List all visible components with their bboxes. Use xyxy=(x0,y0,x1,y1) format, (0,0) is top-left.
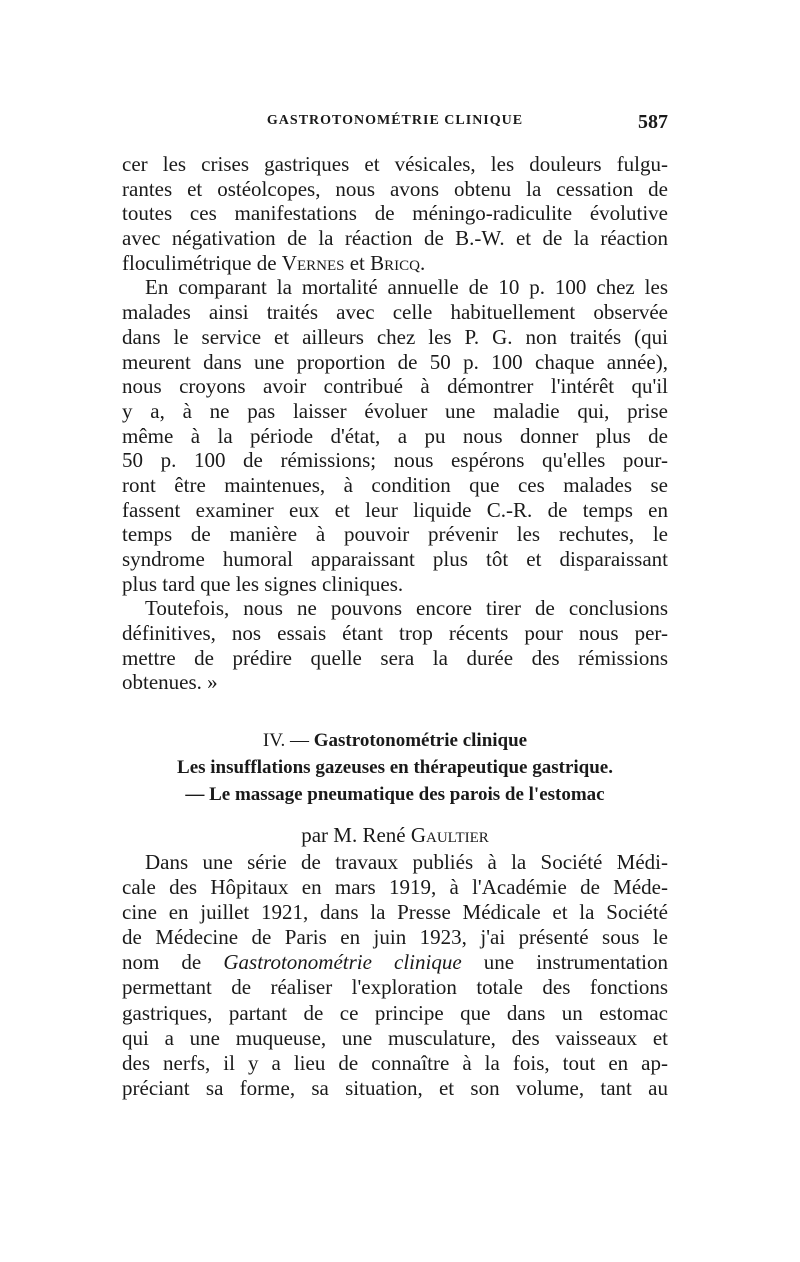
text-line: meurent dans une proportion de 50 p. 100 chaque année), xyxy=(122,349,668,374)
text-line: 50 p. 100 de rémissions; nous espérons qu'elles pour- xyxy=(122,448,668,473)
text-fragment: . xyxy=(419,250,426,275)
author-name: Vernes xyxy=(281,250,345,275)
text-line: ront être maintenues, à condition que ces malades se xyxy=(122,472,668,497)
page-number: 587 xyxy=(638,111,668,133)
text-line: qui a une muqueuse, une musculature, des vaisseaux et xyxy=(122,1025,668,1050)
text-line: permettant de réaliser l'exploration totale des fonctions xyxy=(122,975,668,1000)
text-line: malades ainsi traités avec celle habituellement observée xyxy=(122,300,668,325)
text-line: préciant sa forme, sa situation, et son volume, tant au xyxy=(122,1075,668,1100)
text-line: cine en juillet 1921, dans la Presse Médicale et la Société xyxy=(122,900,668,925)
text-line: même à la période d'état, a pu nous donner plus de xyxy=(122,423,668,448)
text-line: de Médecine de Paris en juin 1923, j'ai présenté sous le xyxy=(122,925,668,950)
text-fragment: une instrumentation xyxy=(483,950,669,975)
text-line: dans le service et ailleurs chez les P. G. non traités (qui xyxy=(122,324,668,349)
text-line: gastriques, partant de ce principe que dans un estomac xyxy=(122,1000,668,1025)
italic-term: Gastrotonométrie clinique xyxy=(223,950,462,975)
byline xyxy=(122,822,668,849)
text-line: cer les crises gastriques et vésicales, les douleurs fulgu- xyxy=(122,152,668,176)
running-title: GASTROTONOMÉTRIE CLINIQUE xyxy=(266,113,524,128)
body-text-top xyxy=(122,152,668,695)
text-line: plus tard que les signes cliniques. xyxy=(122,571,404,596)
section-subtitle: Les insufflations gazeuses en thérapeutique gastrique. xyxy=(177,757,613,778)
text-line: En comparant la mortalité annuelle de 10 p. 100 chez les xyxy=(145,275,668,300)
section-subtitle: — Le massage pneumatique des parois de l'estomac xyxy=(185,784,605,805)
text-line: Toutefois, nous ne pouvons encore tirer de conclusions xyxy=(145,596,668,621)
text-fragment: floculimétrique de xyxy=(122,250,277,275)
text-line: obtenues. » xyxy=(122,670,218,695)
text-line: rantes et ostéolcopes, nous avons obtenu la cessation de xyxy=(122,176,668,201)
running-head xyxy=(122,113,668,137)
text-line: cale des Hôpitaux en mars 1919, à l'Académie de Méde- xyxy=(122,875,668,900)
text-line: définitives, nos essais étant trop récents pour nous per- xyxy=(122,621,668,646)
section-title xyxy=(122,727,668,754)
text-line: nous croyons avoir contribué à démontrer l'intérêt qu'il xyxy=(122,374,668,399)
text-line: mettre de prédire quelle sera la durée des rémissions xyxy=(122,645,668,670)
section-heading xyxy=(122,727,668,849)
text-line: toutes ces manifestations de méningo-radiculite évolutive xyxy=(122,201,668,226)
text-line: des nerfs, il y a lieu de connaître à la fois, tout en ap- xyxy=(122,1050,668,1075)
author-name: Bricq xyxy=(370,250,420,275)
section-title-text: Gastrotonométrie clinique xyxy=(313,730,528,751)
text-line: Dans une série de travaux publiés à la Société Médi- xyxy=(145,850,668,874)
text-line: avec négativation de la réaction de B.-W. et de la réaction xyxy=(122,226,668,251)
byline-author: Gaultier xyxy=(410,823,489,847)
text-fragment: et xyxy=(349,250,365,275)
text-line: temps de manière à pouvoir prévenir les rechutes, le xyxy=(122,522,668,547)
text-line: fassent examiner eux et leur liquide C.-R. de temps en xyxy=(122,497,668,522)
body-text-bottom xyxy=(122,850,668,1101)
section-number: IV. — xyxy=(262,730,309,751)
text-line: syndrome humoral apparaissant plus tôt et disparaissant xyxy=(122,547,668,571)
text-line: y a, à ne pas laisser évoluer une maladie qui, prise xyxy=(122,398,668,423)
text-fragment: nom de xyxy=(122,950,202,975)
byline-prefix: par M. René xyxy=(301,823,406,847)
text-line xyxy=(122,950,668,975)
text-line xyxy=(122,251,668,276)
